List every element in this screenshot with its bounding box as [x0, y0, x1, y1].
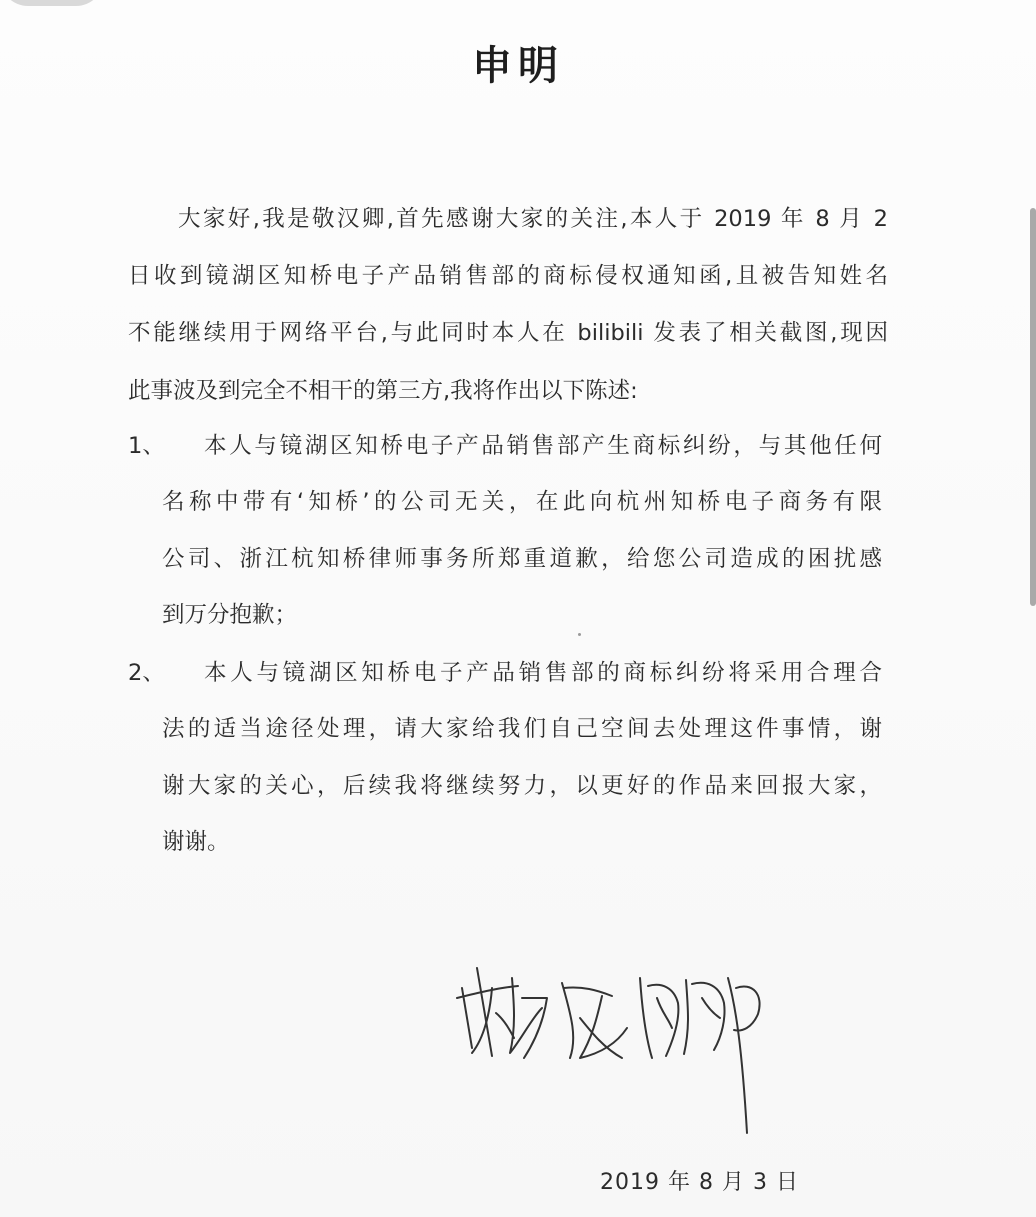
- page-title: 申明: [472, 43, 564, 89]
- paper-speck: [578, 633, 581, 636]
- status-overlay: [0, 0, 104, 6]
- document-date: 2019 年 8 月 3 日: [600, 1170, 799, 1195]
- handwritten-signature: [452, 958, 772, 1138]
- item-line: 谢大家的关心，后续我将继续努力，以更好的作品来回报大家，: [162, 773, 882, 799]
- item-line: 谢谢。: [162, 829, 230, 855]
- item-line: 到万分抱歉；: [162, 602, 298, 628]
- scrollbar[interactable]: [1030, 208, 1036, 606]
- item-line: 本人与镜湖区知桥电子产品销售部的商标纠纷将采用合理合: [204, 660, 882, 686]
- item-line: 法的适当途径处理，请大家给我们自己空间去处理这件事情，谢: [162, 716, 882, 742]
- item-line: 公司、浙江杭知桥律师事务所郑重道歉，给您公司造成的困扰感: [162, 546, 882, 572]
- intro-line: 此事波及到完全不相干的第三方,我将作出以下陈述:: [128, 378, 638, 404]
- item-number: 2、: [128, 660, 165, 686]
- intro-line: 日收到镜湖区知桥电子产品销售部的商标侵权通知函,且被告知姓名: [128, 263, 888, 289]
- item-number: 1、: [128, 433, 165, 459]
- item-line: 名称中带有‘知桥’的公司无关，在此向杭州知桥电子商务有限: [162, 489, 882, 515]
- intro-line: 不能继续用于网络平台,与此同时本人在 bilibili 发表了相关截图,现因: [128, 320, 888, 346]
- intro-line: 大家好,我是敬汉卿,首先感谢大家的关注,本人于 2019 年 8 月 2: [178, 206, 888, 232]
- item-line: 本人与镜湖区知桥电子产品销售部产生商标纠纷，与其他任何: [204, 433, 882, 459]
